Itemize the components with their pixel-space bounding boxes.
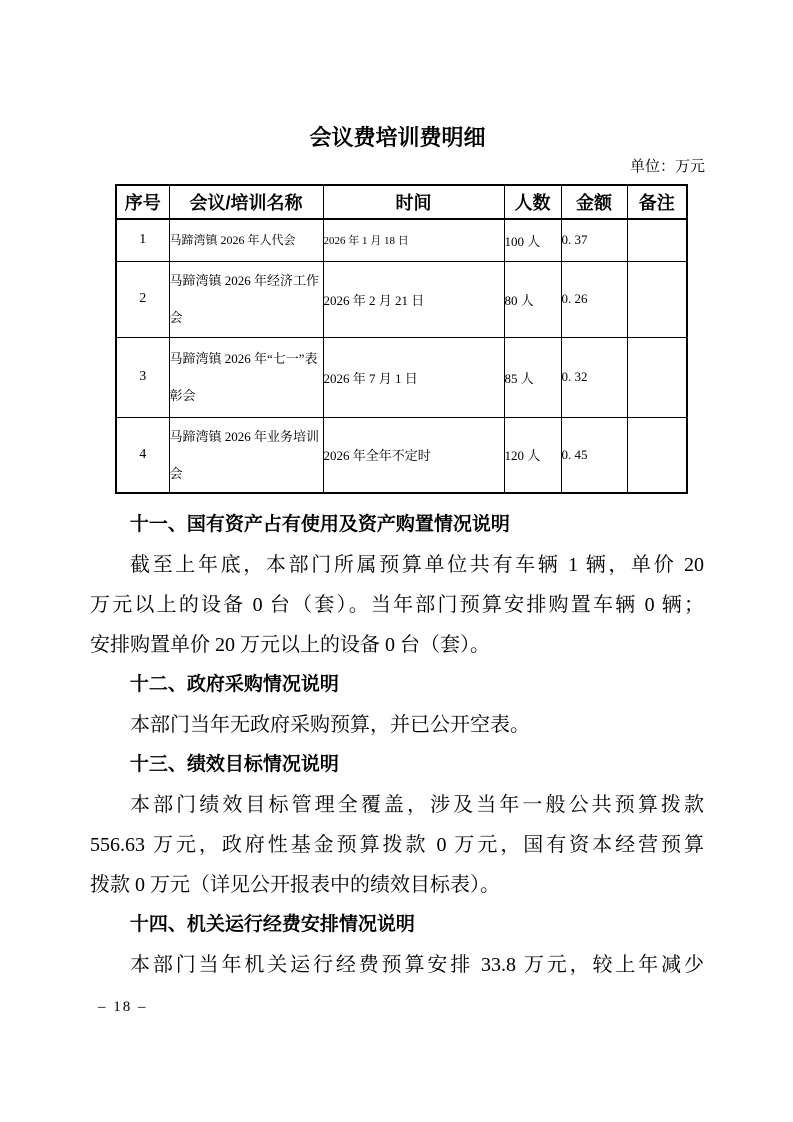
body-line: 拨款 0 万元（详见公开报表中的绩效目标表）。	[90, 874, 500, 896]
note-cell	[627, 261, 687, 337]
amount-cell: 0. 26	[561, 261, 627, 337]
page-title: 会议费培训费明细	[309, 125, 486, 150]
note-cell	[627, 219, 687, 261]
section-heading-11: 十一、国有资产占有使用及资产购置情况说明	[129, 514, 510, 535]
amount-cell: 0. 37	[561, 219, 627, 261]
table-row	[116, 261, 687, 337]
time-cell: 2026 年 7 月 1 日	[323, 337, 504, 417]
section-heading-14: 十四、机关运行经费安排情况说明	[129, 914, 415, 935]
time-cell: 2026 年 1 月 18 日	[323, 219, 504, 261]
note-cell	[627, 337, 687, 417]
no-cell: 4	[116, 417, 169, 493]
people-cell: 85 人	[504, 337, 561, 417]
people-cell: 80 人	[504, 261, 561, 337]
body-line: 本部门当年无政府采购预算，并已公开空表。	[130, 714, 530, 736]
col-header-people: 人数	[504, 185, 561, 219]
table-row	[116, 219, 687, 261]
amount-cell: 0. 45	[561, 417, 627, 493]
col-header-amount: 金额	[561, 185, 627, 219]
meeting-training-table	[115, 184, 688, 494]
no-cell: 3	[116, 337, 169, 417]
name-cell: 马蹄湾镇 2026 年业务培训会	[169, 417, 323, 493]
body-line: 安排购置单价 20 万元以上的设备 0 台（套）。	[90, 634, 490, 656]
body-line: 万元以上的设备 0 台（套）。当年部门预算安排购置车辆 0 辆；	[90, 594, 704, 616]
col-header-no: 序号	[116, 185, 169, 219]
body-line: 截至上年底，本部门所属预算单位共有车辆 1 辆，单价 20	[130, 554, 704, 576]
table-row	[116, 417, 687, 493]
people-cell: 100 人	[504, 219, 561, 261]
time-cell: 2026 年全年不定时	[323, 417, 504, 493]
page-number: – 18 –	[98, 999, 148, 1015]
col-header-name: 会议/培训名称	[169, 185, 323, 219]
name-cell: 马蹄湾镇 2026 年经济工作会	[169, 261, 323, 337]
table-row	[116, 337, 687, 417]
note-cell	[627, 417, 687, 493]
body-line: 本部门绩效目标管理全覆盖，涉及当年一般公共预算拨款	[130, 794, 704, 816]
body-line: 556.63 万元，政府性基金预算拨款 0 万元，国有资本经营预算	[90, 834, 704, 856]
people-cell: 120 人	[504, 417, 561, 493]
section-heading-13: 十三、绩效目标情况说明	[129, 754, 339, 775]
unit-label: 单位：万元	[629, 159, 705, 175]
col-header-time: 时间	[323, 185, 504, 219]
table-header-row	[116, 185, 687, 219]
name-cell: 马蹄湾镇 2026 年人代会	[169, 219, 323, 261]
body-line: 本部门当年机关运行经费预算安排 33.8 万元，较上年减少	[130, 954, 704, 976]
time-cell: 2026 年 2 月 21 日	[323, 261, 504, 337]
body-text	[90, 505, 704, 985]
col-header-note: 备注	[627, 185, 687, 219]
no-cell: 1	[116, 219, 169, 261]
amount-cell: 0. 32	[561, 337, 627, 417]
name-cell: 马蹄湾镇 2026 年“七一”表彰会	[169, 337, 323, 417]
section-heading-12: 十二、政府采购情况说明	[129, 674, 339, 695]
no-cell: 2	[116, 261, 169, 337]
